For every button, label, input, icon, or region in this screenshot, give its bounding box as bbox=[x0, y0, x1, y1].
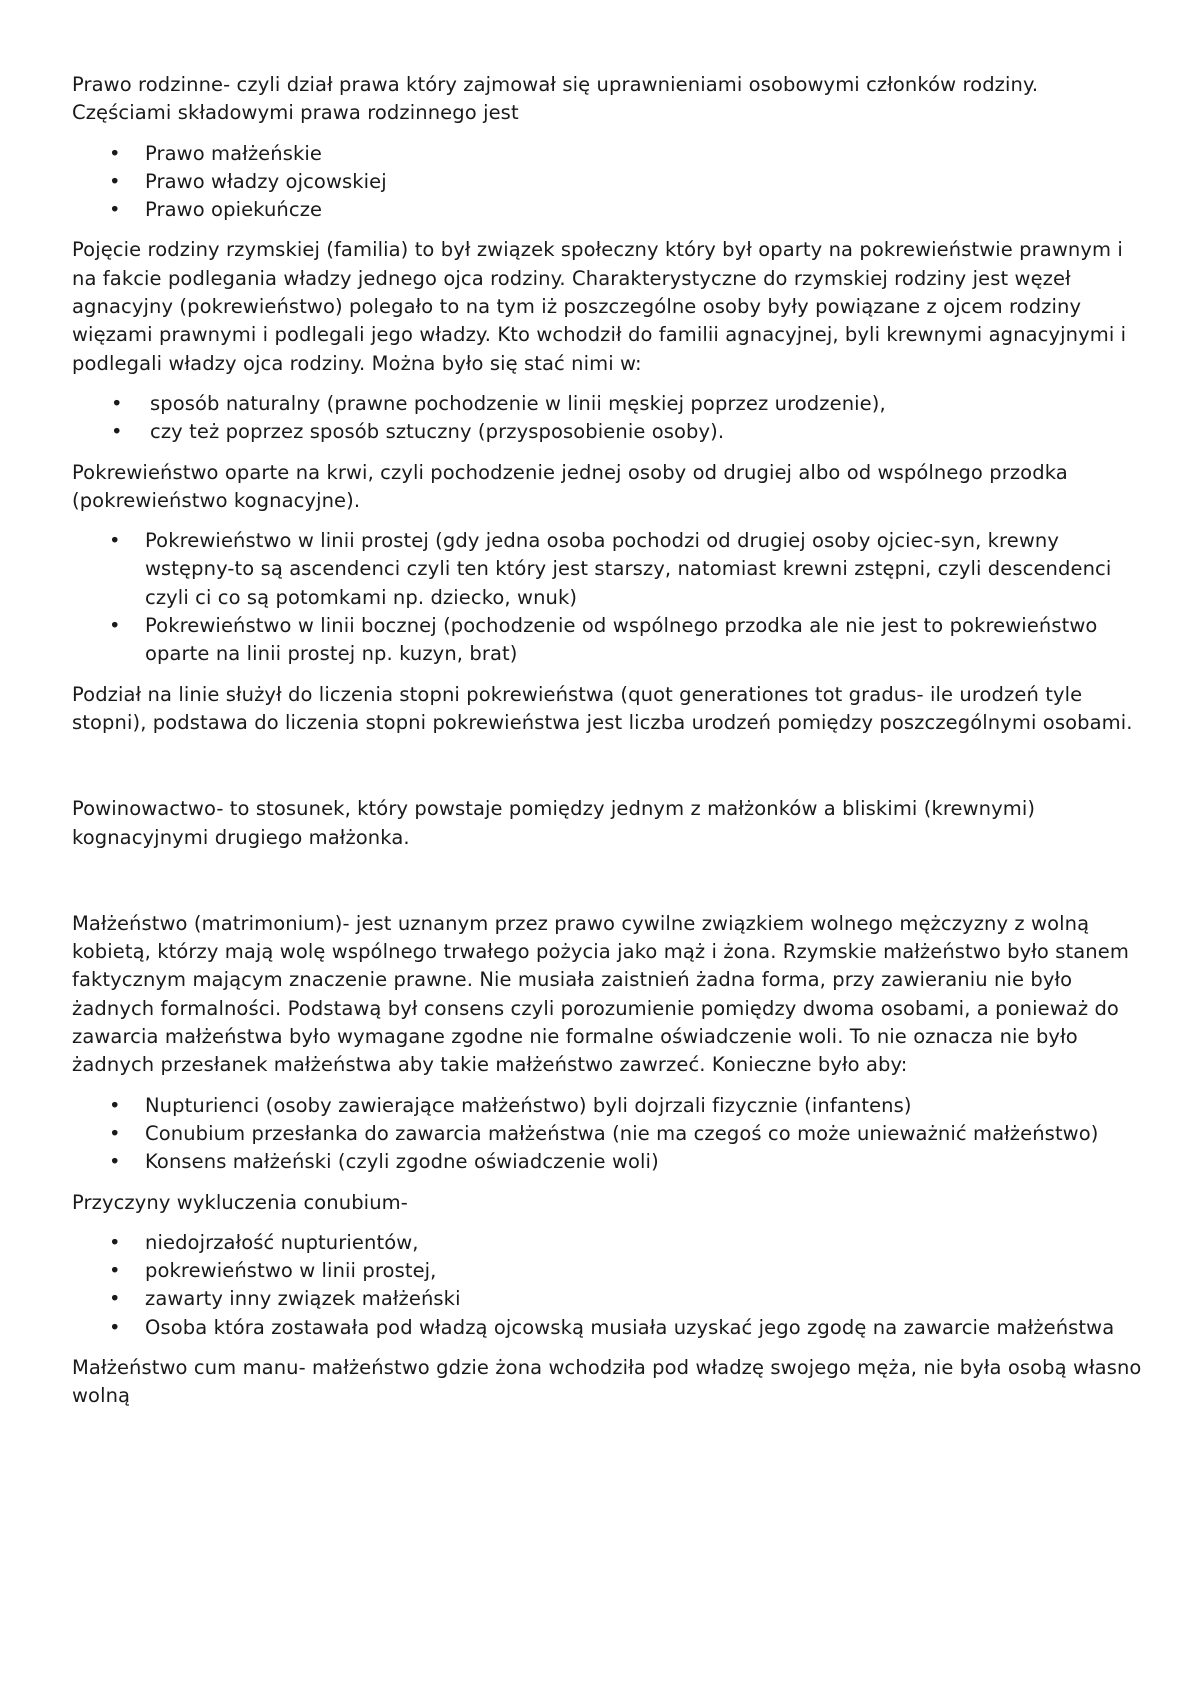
spacer bbox=[72, 749, 1142, 795]
intro-paragraph: Prawo rodzinne- czyli dział prawa który zajmował się uprawnieniami osobowymi członków rodziny. Częściami składowymi prawa rodzinnego jest bbox=[72, 73, 1039, 125]
podzial-paragraph: Podział na linie służył do liczenia stopni pokrewieństwa (quot generationes tot gradus- ile urodzeń tyle stopni), podstawa do liczenia stopni pokrewieństwa jest liczba urodzeń pomiędzy poszczególnymi osobami. bbox=[72, 682, 1133, 734]
lines-list bbox=[72, 527, 1142, 668]
list-item: • Nupturienci (osoby zawierające małżeństwo) byli dojrzali fizycznie (infantens) bbox=[72, 1092, 1142, 1120]
spacer bbox=[72, 864, 1142, 910]
list-item: • Konsens małżeński (czyli zgodne oświadczenie woli) bbox=[72, 1148, 1142, 1176]
list-item: • Prawo małżeńskie bbox=[72, 140, 1142, 168]
parts-list bbox=[72, 140, 1142, 225]
exclusions-list bbox=[72, 1229, 1142, 1342]
list-item: • Prawo władzy ojcowskiej bbox=[72, 168, 1142, 196]
list-item: • zawarty inny związek małżeński bbox=[72, 1285, 1142, 1313]
list-item: • Prawo opiekuńcze bbox=[72, 196, 1142, 224]
ways-list bbox=[72, 390, 1142, 447]
list-item: • czy też poprzez sposób sztuczny (przysposobienie osoby). bbox=[72, 418, 1142, 446]
list-item: • Osoba która zostawała pod władzą ojcowską musiała uzyskać jego zgodę na zawarcie małżeństwa bbox=[72, 1314, 1142, 1342]
document-page bbox=[72, 71, 1142, 1423]
list-item: • pokrewieństwo w linii prostej, bbox=[72, 1257, 1142, 1285]
list-item: • sposób naturalny (prawne pochodzenie w linii męskiej poprzez urodzenie), bbox=[72, 390, 1142, 418]
malzenstwo-paragraph: Małżeństwo (matrimonium)- jest uznanym przez prawo cywilne związkiem wolnego mężczyzny z wolną kobietą, którzy mają wolę wspólnego trwałego pożycia jako mąż i żona. Rzymskie małżeństwo było stanem faktycznym mającym znaczenie prawne. Nie musiała zaistnień żadna forma, przy zawieraniu nie było żadnych formalności. Podstawą był consens czyli porozumienie pomiędzy dwoma osobami, a ponieważ do zawarcia małżeństwa było wymagane zgodne nie formalne oświadczenie woli. To nie oznacza nie było żadnych przesłanek małżeństwa aby takie małżeństwo zawrzeć. Konieczne było aby: bbox=[72, 911, 1129, 1077]
kognacja-paragraph: Pokrewieństwo oparte na krwi, czyli pochodzenie jednej osoby od drugiej albo od wspólnego przodka (pokrewieństwo kognacyjne). bbox=[72, 460, 1068, 512]
cum-manu-paragraph: Małżeństwo cum manu- małżeństwo gdzie żona wchodziła pod władzę swojego męża, nie była osobą własno wolną bbox=[72, 1355, 1142, 1408]
conditions-list bbox=[72, 1092, 1142, 1177]
list-item: • niedojrzałość nupturientów, bbox=[72, 1229, 1142, 1257]
powinowactwo-paragraph: Powinowactwo- to stosunek, który powstaje pomiędzy jednym z małżonków a bliskimi (krewnymi) kognacyjnymi drugiego małżonka. bbox=[72, 797, 1036, 849]
list-item: • Pokrewieństwo w linii prostej (gdy jedna osoba pochodzi od drugiej osoby ojciec-syn, krewny wstępny-to są ascendenci czyli ten który jest starszy, natomiast krewni zstępni, czyli descendenci czyli ci co są potomkami np. dziecko, wnuk) bbox=[72, 527, 1142, 612]
list-item: • Conubium przesłanka do zawarcia małżeństwa (nie ma czegoś co może unieważnić małżeństwo) bbox=[72, 1120, 1142, 1148]
przyczyny-paragraph: Przyczyny wykluczenia conubium- bbox=[72, 1190, 408, 1214]
list-item: • Pokrewieństwo w linii bocznej (pochodzenie od wspólnego przodka ale nie jest to pokrewieństwo oparte na linii prostej np. kuzyn, brat) bbox=[72, 612, 1142, 669]
familia-paragraph: Pojęcie rodziny rzymskiej (familia) to był związek społeczny który był oparty na pokrewieństwie prawnym i na fakcie podlegania władzy jednego ojca rodziny. Charakterystyczne do rzymskiej rodziny jest węzeł agnacyjny (pokrewieństwo) polegało to na tym iż poszczególne osoby były powiązane z ojcem rodziny więzami prawnymi i podlegali jego władzy. Kto wchodził do familii agnacyjnej, byli krewnymi agnacyjnymi i podlegali władzy ojca rodziny. Można było się stać nimi w: bbox=[72, 238, 1127, 375]
